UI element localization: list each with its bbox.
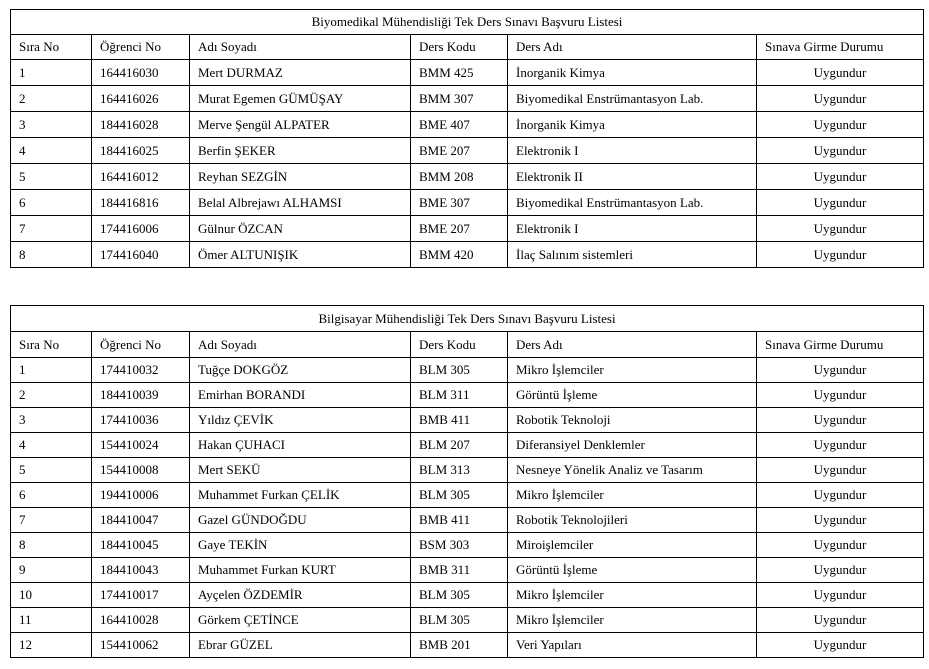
student-name-cell: Görkem ÇETİNCE xyxy=(190,608,411,633)
course-name-cell: Nesneye Yönelik Analiz ve Tasarım xyxy=(508,458,757,483)
exam-eligibility-cell: Uygundur xyxy=(757,60,924,86)
course-name-cell: Biyomedikal Enstrümantasyon Lab. xyxy=(508,86,757,112)
student-name-cell: Gaye TEKİN xyxy=(190,533,411,558)
exam-eligibility-cell: Uygundur xyxy=(757,358,924,383)
course-code-cell: BMM 420 xyxy=(411,242,508,268)
row-number-cell: 3 xyxy=(11,112,92,138)
exam-eligibility-cell: Uygundur xyxy=(757,383,924,408)
row-number-cell: 11 xyxy=(11,608,92,633)
student-number-cell: 174416006 xyxy=(92,216,190,242)
table-title-row xyxy=(11,10,924,35)
course-name-cell: Görüntü İşleme xyxy=(508,383,757,408)
table-header-row xyxy=(11,35,924,60)
student-number-cell: 154410062 xyxy=(92,633,190,658)
row-number-cell: 12 xyxy=(11,633,92,658)
student-number-cell: 154410008 xyxy=(92,458,190,483)
course-name-cell: Miroişlemciler xyxy=(508,533,757,558)
student-number-cell: 174410017 xyxy=(92,583,190,608)
exam-eligibility-cell: Uygundur xyxy=(757,508,924,533)
row-number-cell: 7 xyxy=(11,216,92,242)
table-row xyxy=(11,86,924,112)
row-number-cell: 5 xyxy=(11,458,92,483)
header-row-number: Sıra No xyxy=(11,332,92,358)
course-code-cell: BMB 411 xyxy=(411,508,508,533)
course-code-cell: BMM 208 xyxy=(411,164,508,190)
header-student-number: Öğrenci No xyxy=(92,35,190,60)
row-number-cell: 9 xyxy=(11,558,92,583)
course-name-cell: Elektronik I xyxy=(508,138,757,164)
course-code-cell: BLM 311 xyxy=(411,383,508,408)
exam-eligibility-cell: Uygundur xyxy=(757,458,924,483)
course-code-cell: BLM 305 xyxy=(411,608,508,633)
computer-engineering-application-table xyxy=(10,305,924,658)
table-row xyxy=(11,164,924,190)
course-name-cell: İlaç Salınım sistemleri xyxy=(508,242,757,268)
table-row xyxy=(11,508,924,533)
course-name-cell: Mikro İşlemciler xyxy=(508,483,757,508)
row-number-cell: 6 xyxy=(11,190,92,216)
course-code-cell: BME 207 xyxy=(411,216,508,242)
table-row xyxy=(11,583,924,608)
table-row xyxy=(11,533,924,558)
student-number-cell: 184416025 xyxy=(92,138,190,164)
student-name-cell: Muhammet Furkan ÇELİK xyxy=(190,483,411,508)
table-row xyxy=(11,558,924,583)
student-name-cell: Mert SEKÜ xyxy=(190,458,411,483)
course-code-cell: BLM 305 xyxy=(411,583,508,608)
student-name-cell: Ömer ALTUNIŞIK xyxy=(190,242,411,268)
header-course-name: Ders Adı xyxy=(508,35,757,60)
table-row xyxy=(11,138,924,164)
header-student-name: Adı Soyadı xyxy=(190,35,411,60)
course-name-cell: Mikro İşlemciler xyxy=(508,358,757,383)
row-number-cell: 10 xyxy=(11,583,92,608)
row-number-cell: 5 xyxy=(11,164,92,190)
student-number-cell: 164416026 xyxy=(92,86,190,112)
course-name-cell: Veri Yapıları xyxy=(508,633,757,658)
course-code-cell: BME 307 xyxy=(411,190,508,216)
exam-eligibility-cell: Uygundur xyxy=(757,408,924,433)
exam-eligibility-cell: Uygundur xyxy=(757,86,924,112)
table-row xyxy=(11,408,924,433)
row-number-cell: 2 xyxy=(11,86,92,112)
course-code-cell: BMB 411 xyxy=(411,408,508,433)
header-exam-eligibility: Sınava Girme Durumu xyxy=(757,35,924,60)
course-code-cell: BSM 303 xyxy=(411,533,508,558)
exam-eligibility-cell: Uygundur xyxy=(757,216,924,242)
course-name-cell: Görüntü İşleme xyxy=(508,558,757,583)
table-row xyxy=(11,383,924,408)
exam-eligibility-cell: Uygundur xyxy=(757,483,924,508)
exam-eligibility-cell: Uygundur xyxy=(757,533,924,558)
course-code-cell: BLM 305 xyxy=(411,483,508,508)
table-title-row xyxy=(11,306,924,332)
exam-eligibility-cell: Uygundur xyxy=(757,608,924,633)
exam-eligibility-cell: Uygundur xyxy=(757,190,924,216)
row-number-cell: 8 xyxy=(11,533,92,558)
student-name-cell: Hakan ÇUHACI xyxy=(190,433,411,458)
table-row xyxy=(11,242,924,268)
course-code-cell: BME 207 xyxy=(411,138,508,164)
row-number-cell: 3 xyxy=(11,408,92,433)
course-code-cell: BMM 425 xyxy=(411,60,508,86)
table-header-row xyxy=(11,332,924,358)
header-student-name: Adı Soyadı xyxy=(190,332,411,358)
course-code-cell: BMM 307 xyxy=(411,86,508,112)
course-name-cell: İnorganik Kimya xyxy=(508,112,757,138)
course-code-cell: BLM 207 xyxy=(411,433,508,458)
course-name-cell: Mikro İşlemciler xyxy=(508,583,757,608)
exam-eligibility-cell: Uygundur xyxy=(757,138,924,164)
student-name-cell: Yıldız ÇEVİK xyxy=(190,408,411,433)
table-row xyxy=(11,112,924,138)
header-course-code: Ders Kodu xyxy=(411,35,508,60)
student-name-cell: Gülnur ÖZCAN xyxy=(190,216,411,242)
row-number-cell: 2 xyxy=(11,383,92,408)
course-name-cell: Elektronik II xyxy=(508,164,757,190)
row-number-cell: 4 xyxy=(11,433,92,458)
student-name-cell: Tuğçe DOKGÖZ xyxy=(190,358,411,383)
course-code-cell: BME 407 xyxy=(411,112,508,138)
row-number-cell: 4 xyxy=(11,138,92,164)
exam-eligibility-cell: Uygundur xyxy=(757,433,924,458)
student-number-cell: 174416040 xyxy=(92,242,190,268)
student-number-cell: 184410047 xyxy=(92,508,190,533)
student-name-cell: Murat Egemen GÜMÜŞAY xyxy=(190,86,411,112)
student-number-cell: 154410024 xyxy=(92,433,190,458)
student-name-cell: Berfin ŞEKER xyxy=(190,138,411,164)
exam-eligibility-cell: Uygundur xyxy=(757,558,924,583)
course-code-cell: BLM 313 xyxy=(411,458,508,483)
student-name-cell: Gazel GÜNDOĞDU xyxy=(190,508,411,533)
table-row xyxy=(11,358,924,383)
biomedical-application-table xyxy=(10,9,924,268)
row-number-cell: 7 xyxy=(11,508,92,533)
course-name-cell: İnorganik Kimya xyxy=(508,60,757,86)
student-number-cell: 184416028 xyxy=(92,112,190,138)
header-student-number: Öğrenci No xyxy=(92,332,190,358)
student-number-cell: 164416012 xyxy=(92,164,190,190)
table-row xyxy=(11,60,924,86)
student-name-cell: Emirhan BORANDI xyxy=(190,383,411,408)
row-number-cell: 6 xyxy=(11,483,92,508)
student-name-cell: Belal Albrejawı ALHAMSI xyxy=(190,190,411,216)
row-number-cell: 8 xyxy=(11,242,92,268)
exam-eligibility-cell: Uygundur xyxy=(757,242,924,268)
table-row xyxy=(11,633,924,658)
course-code-cell: BMB 201 xyxy=(411,633,508,658)
course-name-cell: Biyomedikal Enstrümantasyon Lab. xyxy=(508,190,757,216)
student-number-cell: 174410032 xyxy=(92,358,190,383)
student-number-cell: 164416030 xyxy=(92,60,190,86)
student-number-cell: 184416816 xyxy=(92,190,190,216)
table-row xyxy=(11,458,924,483)
student-number-cell: 194410006 xyxy=(92,483,190,508)
student-name-cell: Mert DURMAZ xyxy=(190,60,411,86)
course-code-cell: BMB 311 xyxy=(411,558,508,583)
row-number-cell: 1 xyxy=(11,358,92,383)
course-name-cell: Robotik Teknolojileri xyxy=(508,508,757,533)
exam-eligibility-cell: Uygundur xyxy=(757,112,924,138)
course-name-cell: Elektronik I xyxy=(508,216,757,242)
student-number-cell: 184410039 xyxy=(92,383,190,408)
header-course-name: Ders Adı xyxy=(508,332,757,358)
student-number-cell: 164410028 xyxy=(92,608,190,633)
course-name-cell: Robotik Teknoloji xyxy=(508,408,757,433)
table-row xyxy=(11,608,924,633)
student-name-cell: Reyhan SEZGİN xyxy=(190,164,411,190)
student-number-cell: 184410045 xyxy=(92,533,190,558)
student-number-cell: 174410036 xyxy=(92,408,190,433)
course-name-cell: Mikro İşlemciler xyxy=(508,608,757,633)
header-exam-eligibility: Sınava Girme Durumu xyxy=(757,332,924,358)
student-name-cell: Merve Şengül ALPATER xyxy=(190,112,411,138)
student-name-cell: Muhammet Furkan KURT xyxy=(190,558,411,583)
student-name-cell: Ayçelen ÖZDEMİR xyxy=(190,583,411,608)
row-number-cell: 1 xyxy=(11,60,92,86)
table-row xyxy=(11,483,924,508)
header-row-number: Sıra No xyxy=(11,35,92,60)
table-row xyxy=(11,433,924,458)
table-row xyxy=(11,216,924,242)
course-name-cell: Diferansiyel Denklemler xyxy=(508,433,757,458)
header-course-code: Ders Kodu xyxy=(411,332,508,358)
student-name-cell: Ebrar GÜZEL xyxy=(190,633,411,658)
table-title: Biyomedikal Mühendisliği Tek Ders Sınavı Başvuru Listesi xyxy=(11,10,924,35)
course-code-cell: BLM 305 xyxy=(411,358,508,383)
exam-eligibility-cell: Uygundur xyxy=(757,633,924,658)
table-row xyxy=(11,190,924,216)
student-number-cell: 184410043 xyxy=(92,558,190,583)
exam-eligibility-cell: Uygundur xyxy=(757,583,924,608)
exam-eligibility-cell: Uygundur xyxy=(757,164,924,190)
table-title: Bilgisayar Mühendisliği Tek Ders Sınavı Başvuru Listesi xyxy=(11,306,924,332)
